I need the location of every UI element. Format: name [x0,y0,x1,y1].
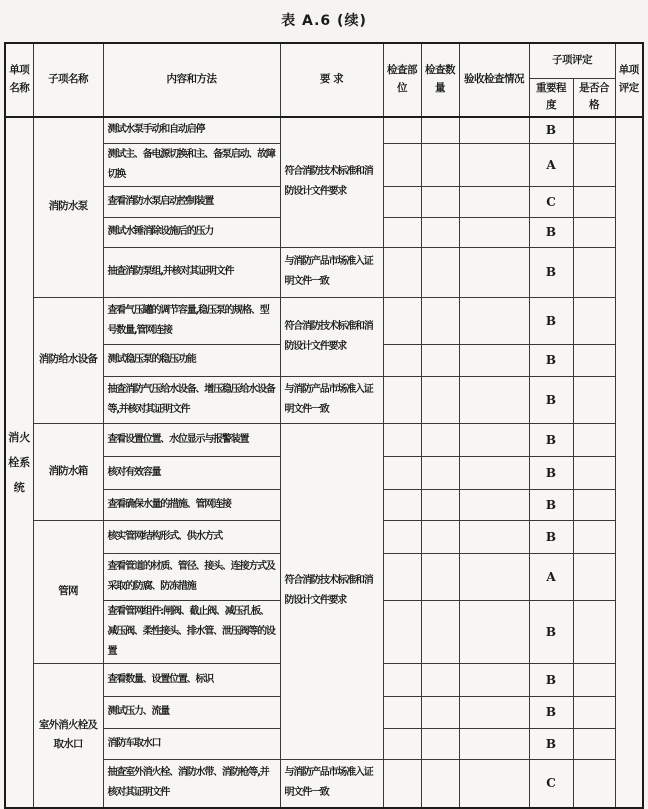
qualified-cell [573,728,615,759]
content-cell: 抽查消防气压给水设备、增压稳压给水设备等,并核对其证明文件 [103,376,280,423]
col-header-unit-name: 单项名称 [5,43,33,117]
check-location-cell [383,247,421,297]
acceptance-status-cell [459,696,529,728]
check-quantity-cell [421,759,459,808]
qualified-cell [573,663,615,696]
qualified-cell [573,456,615,489]
check-location-cell [383,553,421,600]
acceptance-status-cell [459,247,529,297]
requirement-cell: 符合消防技术标准和消防设计文件要求 [280,117,383,247]
col-header-check-quantity: 检查数量 [421,43,459,117]
check-location-cell [383,520,421,553]
check-location-cell [383,696,421,728]
check-location-cell [383,344,421,376]
importance-cell: B [529,728,573,759]
section-name-cell: 消防水箱 [33,423,103,520]
check-quantity-cell [421,663,459,696]
content-cell: 测试水锤消除设施后的压力 [103,217,280,247]
importance-cell: B [529,423,573,456]
check-quantity-cell [421,728,459,759]
qualified-cell [573,344,615,376]
check-location-cell [383,297,421,344]
qualified-cell [573,376,615,423]
table-row [5,117,643,143]
content-cell: 查看气压罐的调节容量,稳压泵的规格、型号数量,管网连接 [103,297,280,344]
section-name-cell: 消防水泵 [33,117,103,297]
check-location-cell [383,600,421,663]
content-cell: 核实管网结构形式、供水方式 [103,520,280,553]
content-cell: 测试稳压泵的稳压功能 [103,344,280,376]
importance-cell: B [529,344,573,376]
check-quantity-cell [421,344,459,376]
page-title: 表 A.6 (续) [281,13,367,29]
acceptance-status-cell [459,344,529,376]
col-header-unit-eval: 单项评定 [615,43,643,117]
check-location-cell [383,376,421,423]
content-cell: 测试水泵手动和自动启停 [103,117,280,143]
check-quantity-cell [421,186,459,217]
content-cell: 查看数量、设置位置、标识 [103,663,280,696]
section-name-cell: 室外消火栓及取水口 [33,663,103,808]
qualified-cell [573,217,615,247]
content-cell: 查看管网组件:闸阀、截止阀、减压孔板、减压阀、柔性接头、排水管、泄压阀等的设置 [103,600,280,663]
acceptance-status-cell [459,143,529,186]
requirement-cell: 符合消防技术标准和消防设计文件要求 [280,297,383,376]
check-quantity-cell [421,143,459,186]
qualified-cell [573,553,615,600]
check-quantity-cell [421,600,459,663]
col-header-sub-name: 子项名称 [33,43,103,117]
acceptance-status-cell [459,456,529,489]
qualified-cell [573,186,615,217]
importance-cell: B [529,297,573,344]
requirement-cell: 符合消防技术标准和消防设计文件要求 [280,423,383,759]
qualified-cell [573,423,615,456]
importance-cell: B [529,489,573,520]
qualified-cell [573,297,615,344]
section-name-cell: 管网 [33,520,103,663]
content-cell: 测试压力、流量 [103,696,280,728]
importance-cell: A [529,553,573,600]
check-location-cell [383,217,421,247]
qualified-cell [573,600,615,663]
acceptance-status-cell [459,520,529,553]
qualified-cell [573,247,615,297]
qualified-cell [573,489,615,520]
acceptance-status-cell [459,297,529,344]
acceptance-status-cell [459,376,529,423]
header-row [5,43,643,78]
check-quantity-cell [421,520,459,553]
importance-cell: B [529,247,573,297]
table-row [5,297,643,344]
check-quantity-cell [421,297,459,344]
check-location-cell [383,489,421,520]
check-quantity-cell [421,376,459,423]
content-cell: 查看确保水量的措施、管网连接 [103,489,280,520]
qualified-cell [573,759,615,808]
qualified-cell [573,696,615,728]
col-header-qualified: 是否合格 [573,78,615,117]
content-cell: 查看管道的材质、管径、接头、连接方式及采取的防腐、防冻措施 [103,553,280,600]
acceptance-status-cell [459,423,529,456]
requirement-cell: 与消防产品市场准入证明文件一致 [280,376,383,423]
check-quantity-cell [421,696,459,728]
acceptance-status-cell [459,759,529,808]
importance-cell: B [529,456,573,489]
unit-name-cell: 消火栓系统 [5,117,33,808]
content-cell: 抽查消防泵组,并核对其证明文件 [103,247,280,297]
check-location-cell [383,456,421,489]
col-header-sub-eval: 子项评定 [529,43,615,78]
qualified-cell [573,143,615,186]
check-quantity-cell [421,247,459,297]
qualified-cell [573,520,615,553]
importance-cell: B [529,663,573,696]
requirement-cell: 与消防产品市场准入证明文件一致 [280,247,383,297]
check-location-cell [383,186,421,217]
acceptance-status-cell [459,117,529,143]
check-location-cell [383,663,421,696]
content-cell: 测试主、备电源切换和主、备泵启动、故障切换 [103,143,280,186]
acceptance-status-cell [459,489,529,520]
check-location-cell [383,759,421,808]
importance-cell: B [529,376,573,423]
qualified-cell [573,117,615,143]
importance-cell: B [529,696,573,728]
table-row [5,423,643,456]
col-header-requirement: 要 求 [280,43,383,117]
col-header-importance: 重要程度 [529,78,573,117]
acceptance-status-cell [459,217,529,247]
content-cell: 查看设置位置、水位显示与报警装置 [103,423,280,456]
inspection-table [4,42,644,809]
acceptance-status-cell [459,186,529,217]
importance-cell: C [529,186,573,217]
col-header-acceptance-status: 验收检查情况 [459,43,529,117]
acceptance-status-cell [459,663,529,696]
col-header-content-method: 内容和方法 [103,43,280,117]
content-cell: 抽查室外消火栓、消防水带、消防枪等,并核对其证明文件 [103,759,280,808]
acceptance-status-cell [459,728,529,759]
check-location-cell [383,143,421,186]
acceptance-status-cell [459,553,529,600]
check-quantity-cell [421,117,459,143]
content-cell: 查看消防水泵启动控制装置 [103,186,280,217]
check-location-cell [383,117,421,143]
check-quantity-cell [421,217,459,247]
acceptance-status-cell [459,600,529,663]
check-quantity-cell [421,423,459,456]
importance-cell: B [529,600,573,663]
importance-cell: B [529,217,573,247]
check-quantity-cell [421,456,459,489]
section-name-cell: 消防给水设备 [33,297,103,423]
check-location-cell [383,423,421,456]
requirement-cell: 与消防产品市场准入证明文件一致 [280,759,383,808]
importance-cell: C [529,759,573,808]
col-header-check-location: 检查部位 [383,43,421,117]
check-quantity-cell [421,553,459,600]
content-cell: 消防车取水口 [103,728,280,759]
importance-cell: B [529,117,573,143]
importance-cell: A [529,143,573,186]
unit-eval-cell [615,117,643,808]
check-location-cell [383,728,421,759]
check-quantity-cell [421,489,459,520]
content-cell: 核对有效容量 [103,456,280,489]
importance-cell: B [529,520,573,553]
